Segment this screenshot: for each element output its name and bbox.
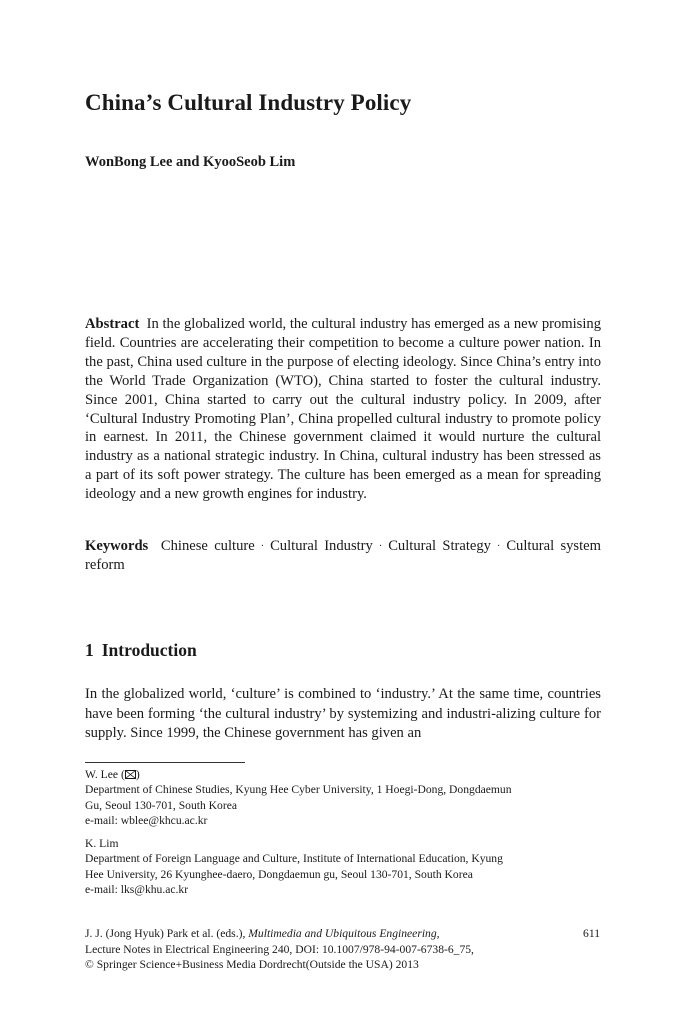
author-list: WonBong Lee and KyooSeob Lim — [85, 154, 296, 170]
keyword-separator: · — [496, 541, 501, 552]
keywords-label: Keywords — [85, 538, 149, 554]
department-line: Hee University, 26 Kyunghee-daero, Dongdaemun gu, Seoul 130-701, South Korea — [85, 867, 473, 881]
author-name: K. Lim — [85, 837, 119, 850]
affiliation-lim — [85, 836, 601, 897]
paper-title: China’s Cultural Industry Policy — [85, 90, 412, 115]
author-name-line — [85, 767, 601, 782]
department-line: Department of Chinese Studies, Kyung Hee Cyber University, 1 Hoegi-Dong, Dongdaemun — [85, 783, 512, 797]
section-title: Introduction — [101, 640, 197, 660]
keyword-item: Cultural system reform — [85, 538, 601, 573]
keyword-separator: · — [378, 541, 383, 552]
keyword-item: Chinese culture — [160, 538, 255, 554]
page-number: 611 — [583, 927, 600, 940]
affiliation-lee — [85, 767, 601, 828]
envelope-icon — [125, 770, 136, 779]
email-line: e-mail: wblee@khcu.ac.kr — [85, 813, 208, 827]
footnote-divider — [85, 762, 245, 763]
abstract-label: Abstract — [85, 316, 140, 332]
citation-line — [85, 926, 601, 942]
department-line: Gu, Seoul 130-701, South Korea — [85, 798, 237, 812]
citation-editors: J. J. (Jong Hyuk) Park et al. (eds.), — [85, 927, 246, 940]
abstract-text: In the globalized world, the cultural industry has emerged as a new promising field. Countries are accelerating their competition to become a culture power nation. In the past, China used culture in the purpose of electing ideology. Since China’s entry into the World Trade Organization (WTO), China started to foster the cultural industry. Since 2001, China started to carry out the cultural industry policy. In 2009, after ‘Cultural Industry Promoting Plan’, China propelled cultural industry to promote policy in earnest. In 2011, the Chinese government claimed it would nurture the cultural industry as a national strategic industry. In China, cultural industry has been stressed as a part of its soft power strategy. The culture has been emerged as a mean for spreading ideology and a new growth engines for industry. — [85, 316, 602, 503]
section-number: 1 — [85, 640, 94, 660]
email-line: e-mail: lks@khu.ac.kr — [85, 882, 189, 896]
section-heading — [85, 640, 197, 661]
keyword-item: Cultural Strategy — [388, 538, 491, 554]
citation-line: Lecture Notes in Electrical Engineering 240, DOI: 10.1007/978-94-007-6738-6_75, — [85, 942, 474, 956]
introduction-text: In the globalized world, ‘culture’ is combined to ‘industry.’ At the same time, countries have been forming ‘the cultural industry’ by systemizing and industri-alizing culture for supply. Since 1999, the Chinese government has given an — [85, 686, 601, 742]
abstract — [85, 315, 601, 504]
keywords — [85, 537, 601, 575]
keyword-separator: · — [260, 541, 265, 552]
copyright-line: © Springer Science+Business Media Dordrecht(Outside the USA) 2013 — [85, 958, 419, 971]
department-line: Department of Foreign Language and Culture, Institute of International Education, Kyung — [85, 852, 503, 866]
keyword-item: Cultural Industry — [270, 538, 373, 554]
author-name: W. Lee ( — [85, 768, 125, 781]
book-title: Multimedia and Ubiquitous Engineering, — [248, 927, 440, 940]
author-name-suffix: ) — [135, 768, 140, 781]
citation-footer — [85, 926, 601, 973]
